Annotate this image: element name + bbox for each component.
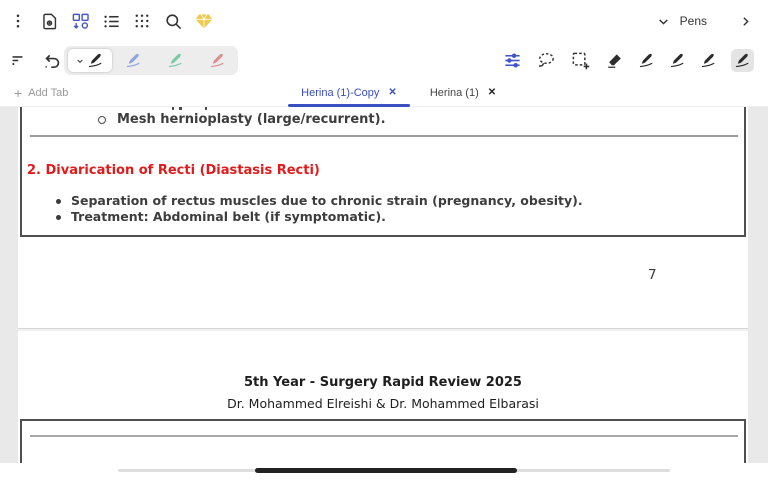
section-heading: 2. Divarication of Recti (Diastasis Recti) (27, 163, 320, 178)
pen-2-icon[interactable] (669, 52, 686, 69)
footer-title: 5th Year - Surgery Rapid Review 2025 (244, 375, 522, 390)
pen-icon (87, 52, 104, 69)
bullet-item (56, 209, 583, 225)
pen-4-icon (734, 52, 751, 69)
pen-slot-group (64, 46, 238, 75)
horizontal-scrollbar-track[interactable] (118, 469, 670, 472)
pen-4-selected[interactable] (731, 49, 754, 72)
top-toolbar-left-group (8, 0, 214, 42)
list-item-mesh (98, 112, 386, 127)
bullet-text: Separation of rectus muscles due to chronic strain (pregnancy, obesity). (71, 193, 583, 208)
list-view-icon[interactable] (101, 11, 121, 31)
grid-view-icon[interactable] (132, 11, 152, 31)
bottom-bar (0, 463, 768, 480)
select-area-icon[interactable] (570, 50, 590, 70)
bullet-dot-icon (56, 199, 61, 204)
horizontal-scrollbar-thumb[interactable] (255, 468, 517, 473)
clipped-text-remnant (179, 107, 182, 110)
document-viewport (0, 107, 768, 480)
bullet-text: Treatment: Abdominal belt (if symptomatic). (71, 209, 386, 224)
circle-bullet-icon (98, 116, 106, 124)
red-pen-icon[interactable] (209, 52, 226, 69)
search-icon[interactable] (163, 11, 183, 31)
content-box (20, 107, 746, 237)
tab-herina-copy[interactable] (288, 78, 410, 107)
close-icon[interactable]: ✕ (487, 87, 497, 98)
kebab-menu-icon[interactable] (8, 11, 28, 31)
chevron-down-icon[interactable] (654, 11, 674, 31)
green-pen-icon[interactable] (167, 52, 184, 69)
black-pen-selected[interactable] (68, 49, 112, 72)
chevron-down-icon (76, 57, 84, 65)
pens-panel-toggle[interactable] (654, 0, 755, 42)
blue-pen-icon[interactable] (125, 52, 142, 69)
tab-label: Herina (1)-Copy (301, 86, 380, 99)
page-break-divider (18, 328, 748, 331)
undo-icon[interactable] (42, 50, 62, 70)
tab-label: Herina (1) (429, 86, 479, 99)
chevron-right-icon[interactable] (735, 11, 755, 31)
pen-toolbar-left-group (7, 42, 62, 78)
top-toolbar (0, 0, 768, 42)
page-number: 7 (648, 267, 657, 283)
plus-icon: + (14, 84, 23, 101)
bullet-item (56, 193, 583, 209)
tab-herina[interactable] (420, 78, 506, 107)
gem-icon[interactable] (194, 11, 214, 31)
pens-label: Pens (679, 14, 707, 28)
clipped-text-remnant (172, 107, 174, 110)
toolbar-handle-icon[interactable] (7, 50, 27, 70)
pen-toolbar-right-group (502, 42, 754, 78)
add-tab-button[interactable] (14, 78, 68, 107)
rule-line (30, 135, 738, 137)
close-icon[interactable]: ✕ (388, 87, 397, 98)
pen-slots (112, 52, 238, 69)
add-tab-label: Add Tab (28, 86, 69, 99)
clipped-text-remnant (205, 107, 207, 110)
bullet-dot-icon (56, 215, 61, 220)
document-settings-icon[interactable] (39, 11, 59, 31)
lasso-icon[interactable] (536, 50, 556, 70)
bullet-list (56, 193, 583, 225)
stroke-settings-icon[interactable] (502, 50, 522, 70)
tab-bar (0, 78, 768, 107)
rule-line (30, 435, 738, 437)
pen-1-icon[interactable] (638, 52, 655, 69)
document-page[interactable] (18, 107, 748, 463)
eraser-icon[interactable] (604, 50, 624, 70)
footer-authors: Dr. Mohammed Elreishi & Dr. Mohammed Elbarasi (227, 396, 539, 411)
arrange-pages-icon[interactable] (70, 11, 90, 31)
list-item-text: Mesh hernioplasty (large/recurrent). (117, 112, 386, 127)
content-box-2 (20, 419, 746, 465)
pen-3-icon[interactable] (700, 52, 717, 69)
pen-toolbar (0, 42, 768, 78)
